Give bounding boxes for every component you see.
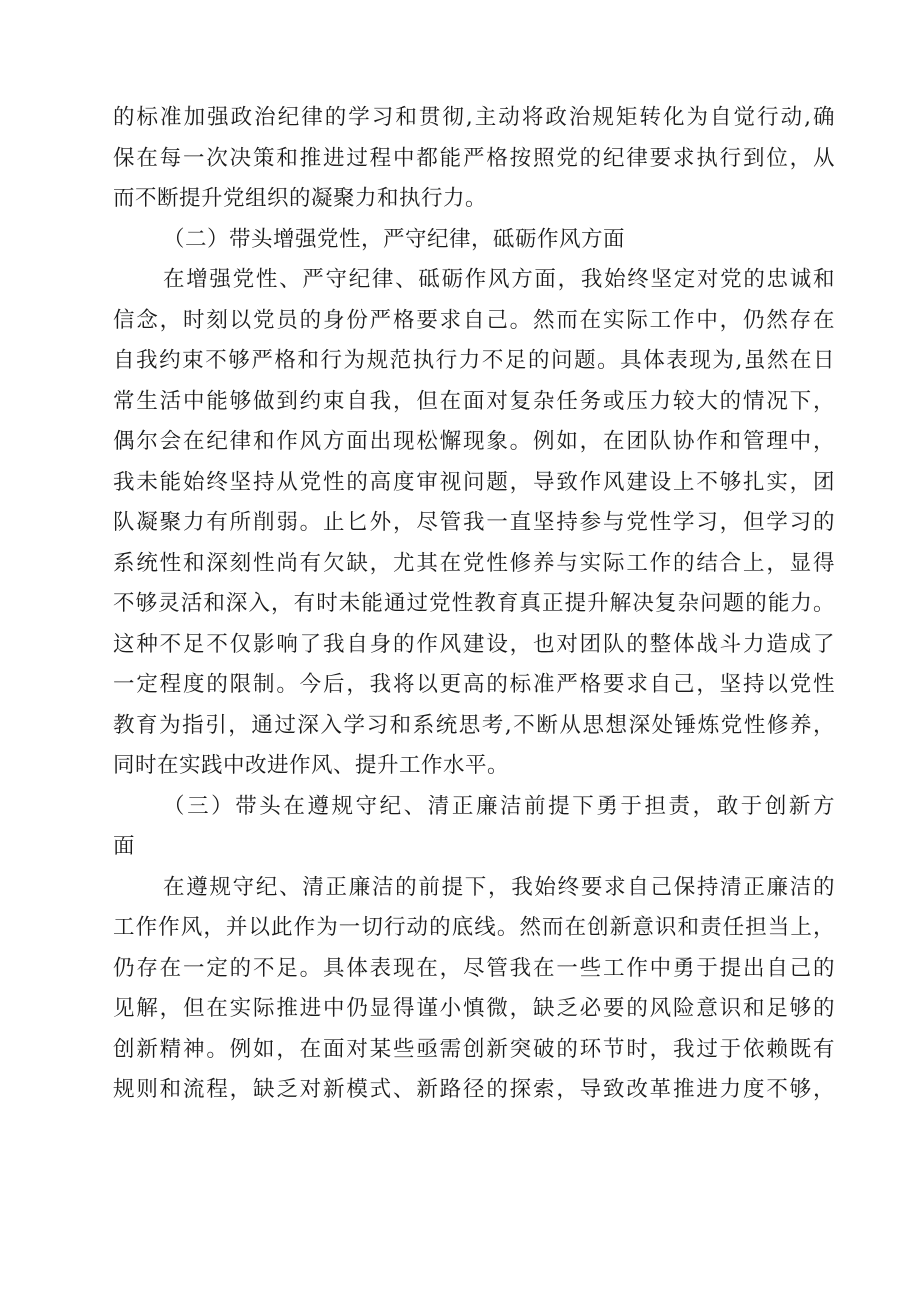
text-line: 规则和流程，缺乏对新模式、新路径的探索，导致改革推进力度不够， [113, 1077, 835, 1102]
text-line: 在遵规守纪、清正廉洁的前提下，我始终要求自己保持清正廉洁的 [163, 874, 835, 900]
text-line: 一定程度的限制。今后，我将以更高的标准严格要求自己，坚持以党性 [113, 672, 835, 697]
text-line: 不够灵活和深入，有时未能通过党性教育真正提升解决复杂问题的能力。 [113, 591, 835, 616]
text-line: 系统性和深刻性尚有欠缺，尤其在党性修养与实际工作的结合上，显得 [113, 550, 835, 576]
section-heading: （二）带头增强党性，严守纪律，砥砺作风方面 [163, 226, 626, 252]
text-line: 偶尔会在纪律和作风方面出现松懈现象。例如，在团队协作和管理中， [113, 429, 835, 454]
text-line: 保在每一次决策和推进过程中都能严格按照党的纪律要求执行到位，从 [113, 145, 835, 171]
text-line: 工作作风，并以此作为一切行动的底线。然而在创新意识和责任担当上， [113, 915, 835, 940]
text-line: 同时在实践中改进作风、提升工作水平。 [113, 753, 510, 778]
text-line: 常生活中能够做到约束自我，但在面对复杂任务或压力较大的情况下， [113, 388, 835, 414]
text-line: 在增强党性、严守纪律、砥砺作风方面，我始终坚定对党的忠诚和 [163, 267, 835, 292]
text-line: （三）带头在遵规守纪、清正廉洁前提下勇于担责，敢于创新方 [163, 793, 835, 819]
text-line: 教育为指引，通过深入学习和系统思考,不断从思想深处锤炼党性修养， [113, 712, 835, 738]
text-line: 的标准加强政治纪律的学习和贯彻,主动将政治规矩转化为自觉行动,确 [113, 105, 835, 130]
text-line: 而不断提升党组织的凝聚力和执行力。 [113, 186, 488, 211]
text-line: 仍存在一定的不足。具体表现在，尽管我在一些工作中勇于提出自己的 [113, 955, 835, 981]
text-line: 这种不足不仅影响了我自身的作风建设，也对团队的整体战斗力造成了 [113, 631, 835, 657]
document-body [113, 98, 835, 1111]
text-line: 面 [113, 834, 136, 859]
text-line: 队凝聚力有所削弱。止匕外，尽管我一直坚持参与党性学习，但学习的 [113, 510, 835, 535]
text-line: 我未能始终坚持从党性的高度审视问题，导致作风建设上不够扎实，团 [113, 469, 835, 495]
text-line: 信念，时刻以党员的身份严格要求自己。然而在实际工作中，仍然存在 [113, 307, 835, 333]
text-line: 见解，但在实际推进中仍显得谨小慎微，缺乏必要的风险意识和足够的 [113, 996, 835, 1021]
text-line: 创新精神。例如，在面对某些亟需创新突破的环节时，我过于依赖既有 [113, 1036, 835, 1062]
text-line: 自我约束不够严格和行为规范执行力不足的问题。具体表现为,虽然在日 [113, 348, 835, 373]
